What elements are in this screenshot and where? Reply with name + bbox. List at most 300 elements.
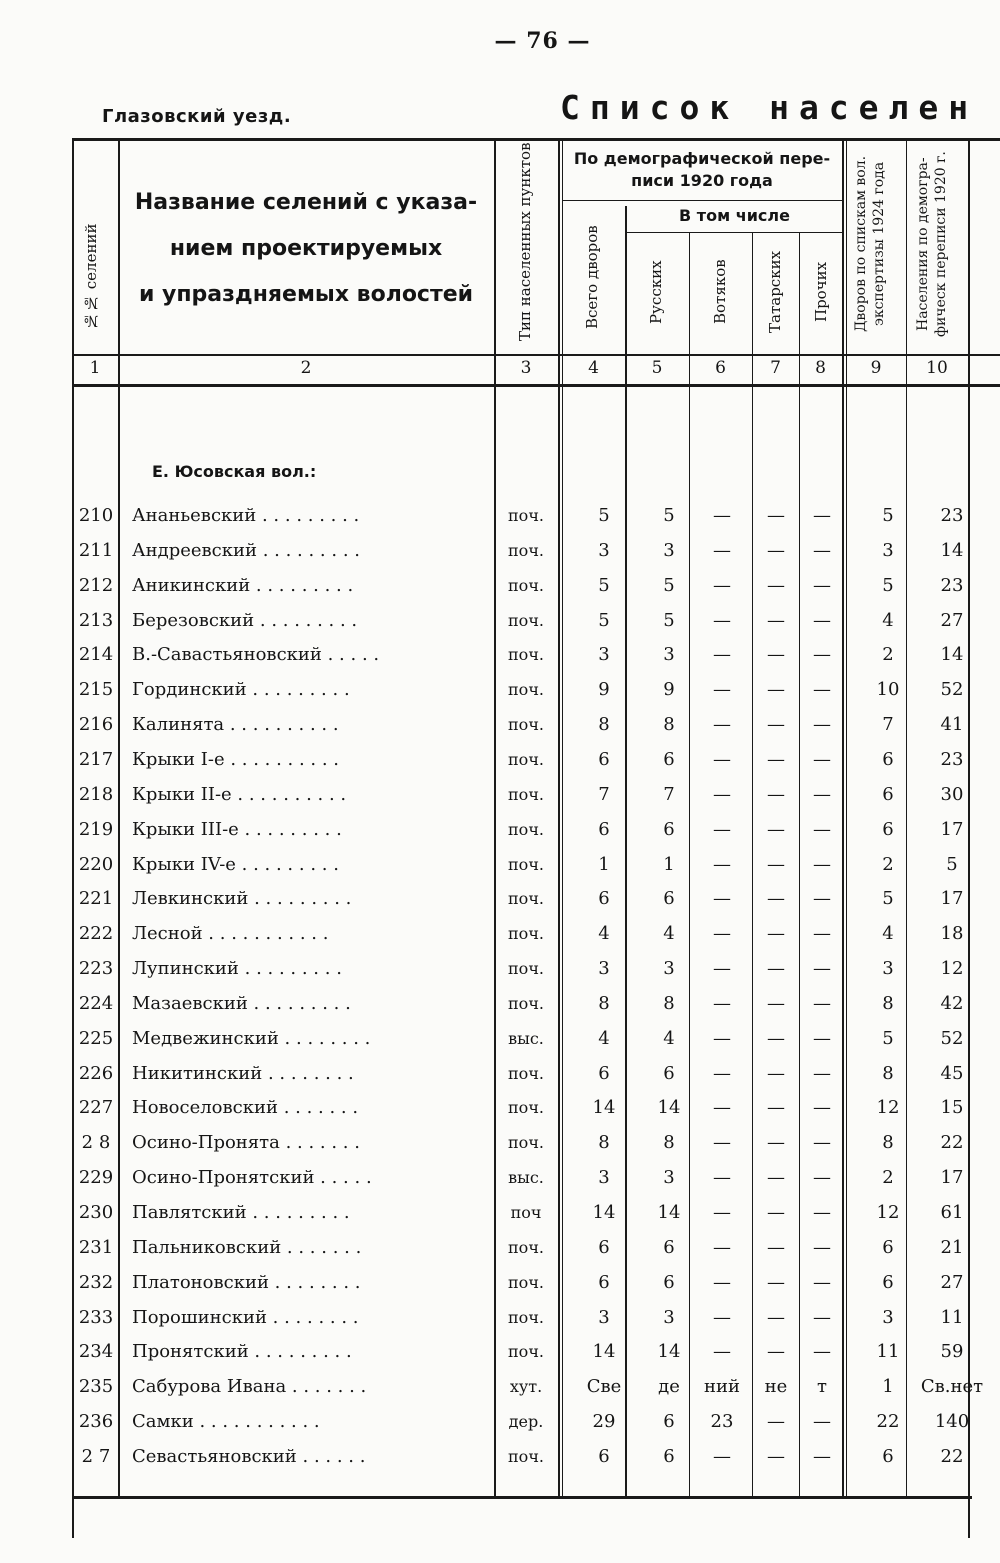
settlement-type: поч. [508,820,544,839]
votyak-households: — [713,1446,731,1467]
settlement-name: Пальниковский . . . . . . . [132,1237,362,1258]
other-households: — [813,540,831,561]
population-1920: 42 [940,993,964,1014]
header-c6: Вотяков [711,259,729,325]
header-c2-line: и упраздняемых волостей [138,282,474,307]
tatar-households: — [767,1307,785,1328]
row-number: 224 [78,993,114,1014]
population-1920: 21 [940,1237,964,1258]
votyak-households: — [713,958,731,979]
settlement-type: поч. [508,680,544,699]
tatar-households: — [767,644,785,665]
population-1920: 45 [940,1063,964,1084]
col-number: 7 [770,358,781,378]
tatar-households: — [767,923,785,944]
population-1920: 11 [940,1307,964,1328]
settlement-name: Левкинский . . . . . . . . . [132,888,352,909]
settlement-name: Лупинский . . . . . . . . . [132,958,342,979]
other-households: — [813,784,831,805]
header-c4: Всего дворов [583,225,601,329]
households-1924: 12 [876,1097,900,1118]
total-households: Све [586,1376,622,1397]
other-households: — [813,1202,831,1223]
population-1920: 140 [934,1411,970,1432]
table-row [0,608,1000,643]
row-number: 210 [78,505,114,526]
settlement-name: Павлятский . . . . . . . . . [132,1202,350,1223]
header-c2 [120,180,492,318]
households-1924: 8 [882,993,894,1014]
households-1924: 3 [882,540,894,561]
row-number: 223 [78,958,114,979]
households-1924: 5 [882,505,894,526]
russian-households: 6 [663,1063,675,1084]
header-demog-group [562,148,842,192]
table-row [0,1235,1000,1270]
row-number: 218 [78,784,114,805]
row-number: 235 [78,1376,114,1397]
table-row [0,538,1000,573]
total-households: 4 [598,923,610,944]
col-number: 4 [588,358,599,378]
settlement-name: Сабурова Ивана . . . . . . . [132,1376,367,1397]
row-number: 226 [78,1063,114,1084]
settlement-type: поч. [508,1133,544,1152]
households-1924: 6 [882,1237,894,1258]
settlement-name: Самки . . . . . . . . . . . [132,1411,320,1432]
row-number: 215 [78,679,114,700]
votyak-households: — [713,749,731,770]
row-number: 212 [78,575,114,596]
table-bottom-rule [72,1496,972,1499]
table-row [0,817,1000,852]
settlement-type: хут. [509,1377,543,1396]
settlement-type: поч. [508,750,544,769]
tatar-households: — [767,1028,785,1049]
population-1920: 27 [940,610,964,631]
row-number: 233 [78,1307,114,1328]
settlement-name: Новоселовский . . . . . . . [132,1097,359,1118]
row-number: 211 [78,540,114,561]
header-c5: Русских [647,260,665,324]
tatar-households: — [767,1202,785,1223]
households-1924: 2 [882,644,894,665]
russian-households: 14 [657,1341,681,1362]
other-households: — [813,749,831,770]
households-1924: 5 [882,888,894,909]
other-households: — [813,575,831,596]
settlement-type: поч. [508,1447,544,1466]
total-households: 3 [598,540,610,561]
settlement-type: поч. [508,889,544,908]
population-1920: 59 [940,1341,964,1362]
settlement-type: поч. [508,541,544,560]
total-households: 6 [598,1063,610,1084]
header-demog-line: По демографической пере- [573,149,831,168]
settlement-name: Пронятский . . . . . . . . . [132,1341,352,1362]
settlement-type: поч. [508,1273,544,1292]
russian-households: 5 [663,610,675,631]
table-row [0,1270,1000,1305]
settlement-type: поч. [508,1064,544,1083]
tatar-households: — [767,505,785,526]
other-households: — [813,1028,831,1049]
votyak-households: — [713,1028,731,1049]
votyak-households: — [713,505,731,526]
votyak-households: — [713,679,731,700]
population-1920: 23 [940,749,964,770]
settlement-type: поч. [508,506,544,525]
row-number: 216 [78,714,114,735]
row-number: 222 [78,923,114,944]
population-1920: 15 [940,1097,964,1118]
population-1920: 5 [946,854,958,875]
settlement-name: Мазаевский . . . . . . . . . [132,993,351,1014]
total-households: 5 [598,575,610,596]
population-1920: 61 [940,1202,964,1223]
table-row [0,956,1000,991]
settlement-name: Осино-Пронята . . . . . . . [132,1132,360,1153]
settlement-name: Никитинский . . . . . . . . [132,1063,354,1084]
other-households: — [813,1063,831,1084]
settlement-name: Медвежинский . . . . . . . . [132,1028,371,1049]
tatar-households: — [767,854,785,875]
row-number: 2 7 [81,1446,111,1467]
header-c3: Тип населенных пунктов [516,142,534,342]
russian-households: 3 [663,644,675,665]
total-households: 8 [598,993,610,1014]
header-c2-line: Название селений с указа- [134,190,478,215]
header-rule [72,354,1000,356]
population-1920: 41 [940,714,964,735]
total-households: 6 [598,819,610,840]
households-1924: 3 [882,1307,894,1328]
total-households: 9 [598,679,610,700]
tatar-households: — [767,819,785,840]
total-households: 4 [598,1028,610,1049]
russian-households: 3 [663,958,675,979]
other-households: — [813,888,831,909]
votyak-households: — [713,540,731,561]
col-number: 2 [300,358,312,378]
table-row [0,1165,1000,1200]
settlement-name: Гординский . . . . . . . . . [132,679,350,700]
total-households: 14 [592,1202,616,1223]
other-households: — [813,1097,831,1118]
settlement-type: поч. [508,785,544,804]
households-1924: 6 [882,1446,894,1467]
settlement-type: выс. [508,1168,544,1187]
other-households: — [813,854,831,875]
header-c9 [852,144,896,344]
total-households: 14 [592,1097,616,1118]
other-households: — [813,1237,831,1258]
col-number: 10 [926,358,948,378]
total-households: 5 [598,610,610,631]
row-number: 213 [78,610,114,631]
other-households: т [817,1376,827,1397]
tatar-households: — [767,1446,785,1467]
population-1920: 30 [940,784,964,805]
population-1920: 52 [940,1028,964,1049]
russian-households: 6 [663,749,675,770]
table-row [0,886,1000,921]
table-row [0,573,1000,608]
population-1920: 22 [940,1446,964,1467]
row-number: 220 [78,854,114,875]
tatar-households: — [767,714,785,735]
vtom-rule [627,232,842,233]
settlement-name: Березовский . . . . . . . . . [132,610,358,631]
households-1924: 11 [876,1341,900,1362]
settlement-type: поч. [508,855,544,874]
votyak-households: — [713,819,731,840]
settlement-type: поч. [508,576,544,595]
row-number: 217 [78,749,114,770]
settlement-name: В.-Савастьяновский . . . . . [132,644,380,665]
households-1924: 6 [882,819,894,840]
table-row [0,747,1000,782]
header-demog-line: пиcи 1920 года [631,171,773,190]
other-households: — [813,679,831,700]
settlement-type: поч. [508,1308,544,1327]
table-row [0,503,1000,538]
total-households: 3 [598,1307,610,1328]
votyak-households: — [713,1063,731,1084]
other-households: — [813,1272,831,1293]
settlement-name: Ананьевский . . . . . . . . . [132,505,360,526]
table-row [0,1026,1000,1061]
other-households: — [813,1446,831,1467]
russian-households: 3 [663,1307,675,1328]
tatar-households: — [767,993,785,1014]
settlement-type: поч. [508,1238,544,1257]
other-households: — [813,1132,831,1153]
other-households: — [813,1411,831,1432]
votyak-households: — [713,888,731,909]
tatar-households: — [767,958,785,979]
population-1920: 17 [940,819,964,840]
page-title: Список населен [560,88,979,127]
households-1924: 10 [876,679,900,700]
header-c8: Прочих [812,261,830,323]
settlement-type: дер. [508,1412,544,1431]
tatar-households: — [767,1237,785,1258]
russian-households: 6 [663,888,675,909]
votyak-households: — [713,1132,731,1153]
tatar-households: — [767,1272,785,1293]
settlement-name: Крыки II-е . . . . . . . . . . [132,784,347,805]
settlement-type: поч [510,1203,542,1222]
row-number: 219 [78,819,114,840]
col-number: 8 [815,358,826,378]
table-row [0,1339,1000,1374]
population-1920: 14 [940,644,964,665]
row-number: 227 [78,1097,114,1118]
households-1924: 12 [876,1202,900,1223]
header-c10-line: фическ переписи 1920 г. [933,151,949,337]
other-households: — [813,958,831,979]
total-households: 6 [598,749,610,770]
settlement-type: выс. [508,1029,544,1048]
tatar-households: — [767,540,785,561]
settlement-name: Крыки I-е . . . . . . . . . . [132,749,340,770]
tatar-households: — [767,575,785,596]
header-c2-line: нием проектируемых [169,236,443,261]
votyak-households: — [713,1307,731,1328]
table-top-rule [72,138,1000,141]
row-number: 232 [78,1272,114,1293]
russian-households: 5 [663,575,675,596]
households-1924: 22 [876,1411,900,1432]
households-1924: 1 [882,1376,894,1397]
row-number: 236 [78,1411,114,1432]
households-1924: 2 [882,854,894,875]
settlement-type: поч. [508,645,544,664]
table-row [0,677,1000,712]
demog-rule [562,200,842,201]
russian-households: де [658,1376,680,1397]
total-households: 6 [598,1237,610,1258]
total-households: 3 [598,1167,610,1188]
russian-households: 6 [663,1237,675,1258]
population-1920: 18 [940,923,964,944]
votyak-households: — [713,784,731,805]
col-number: 1 [89,358,101,378]
other-households: — [813,505,831,526]
russian-households: 4 [663,923,675,944]
total-households: 8 [598,714,610,735]
russian-households: 4 [663,1028,675,1049]
russian-households: 14 [657,1097,681,1118]
table-row [0,852,1000,887]
tatar-households: — [767,1167,785,1188]
settlement-name: Андреевский . . . . . . . . . [132,540,360,561]
russian-households: 14 [657,1202,681,1223]
row-number: 221 [78,888,114,909]
other-households: — [813,993,831,1014]
russian-households: 6 [663,819,675,840]
tatar-households: — [767,1097,785,1118]
votyak-households: — [713,993,731,1014]
settlement-name: Калинята . . . . . . . . . . [132,714,339,735]
other-households: — [813,1167,831,1188]
households-1924: 4 [882,610,894,631]
households-1924: 7 [882,714,894,735]
tatar-households: не [764,1376,788,1397]
settlement-name: Осино-Пронятский . . . . . [132,1167,372,1188]
row-number: 229 [78,1167,114,1188]
households-1924: 5 [882,1028,894,1049]
population-1920: 52 [940,679,964,700]
total-households: 3 [598,958,610,979]
votyak-households: — [713,1272,731,1293]
header-c9-line: экспертизы 1924 года [871,161,887,327]
row-number: 231 [78,1237,114,1258]
tatar-households: — [767,1411,785,1432]
row-number: 230 [78,1202,114,1223]
row-number: 234 [78,1341,114,1362]
households-1924: 6 [882,749,894,770]
russian-households: 5 [663,505,675,526]
total-households: 6 [598,1446,610,1467]
other-households: — [813,644,831,665]
total-households: 14 [592,1341,616,1362]
other-households: — [813,819,831,840]
col-number: 9 [870,358,882,378]
total-households: 6 [598,1272,610,1293]
population-1920: 17 [940,1167,964,1188]
population-1920: 22 [940,1132,964,1153]
settlement-name: Лесной . . . . . . . . . . . [132,923,329,944]
population-1920: 14 [940,540,964,561]
page-number: — 76 — [494,28,591,54]
section-heading: Е. Юсовская вол.: [152,462,317,481]
population-1920: 17 [940,888,964,909]
households-1924: 2 [882,1167,894,1188]
votyak-households: — [713,1237,731,1258]
tatar-households: — [767,1132,785,1153]
header-c9-line: Дворов по спискам вол. [853,155,869,333]
county-label: Глазовский уезд. [102,106,292,127]
header-c7: Татарских [766,250,784,334]
population-1920: 12 [940,958,964,979]
russian-households: 8 [663,1132,675,1153]
tatar-households: — [767,610,785,631]
tatar-households: — [767,749,785,770]
table-row [0,782,1000,817]
russian-households: 6 [663,1446,675,1467]
table-row [0,1444,1000,1479]
settlement-type: поч. [508,959,544,978]
total-households: 1 [598,854,610,875]
header-c10-line: Населения по демогра- [915,157,931,331]
settlement-name: Порошинский . . . . . . . . [132,1307,359,1328]
households-1924: 8 [882,1063,894,1084]
households-1924: 4 [882,923,894,944]
settlement-type: поч. [508,924,544,943]
population-1920: 27 [940,1272,964,1293]
votyak-households: — [713,1167,731,1188]
votyak-households: — [713,575,731,596]
settlement-name: Крыки IV-е . . . . . . . . . [132,854,339,875]
row-number: 2 8 [81,1132,111,1153]
russian-households: 8 [663,714,675,735]
total-households: 29 [592,1411,616,1432]
russian-households: 3 [663,1167,675,1188]
tatar-households: — [767,1063,785,1084]
households-1924: 5 [882,575,894,596]
total-households: 3 [598,644,610,665]
russian-households: 7 [663,784,675,805]
votyak-households: — [713,1097,731,1118]
votyak-households: — [713,1202,731,1223]
russian-households: 3 [663,540,675,561]
col-number: 3 [520,358,532,378]
households-1924: 6 [882,1272,894,1293]
table-row [0,1374,1000,1409]
row-number: 225 [78,1028,114,1049]
settlement-type: поч. [508,994,544,1013]
russian-households: 8 [663,993,675,1014]
other-households: — [813,1341,831,1362]
russian-households: 9 [663,679,675,700]
other-households: — [813,714,831,735]
other-households: — [813,1307,831,1328]
votyak-households: — [713,1341,731,1362]
population-1920: 23 [940,505,964,526]
settlement-type: поч. [508,1342,544,1361]
